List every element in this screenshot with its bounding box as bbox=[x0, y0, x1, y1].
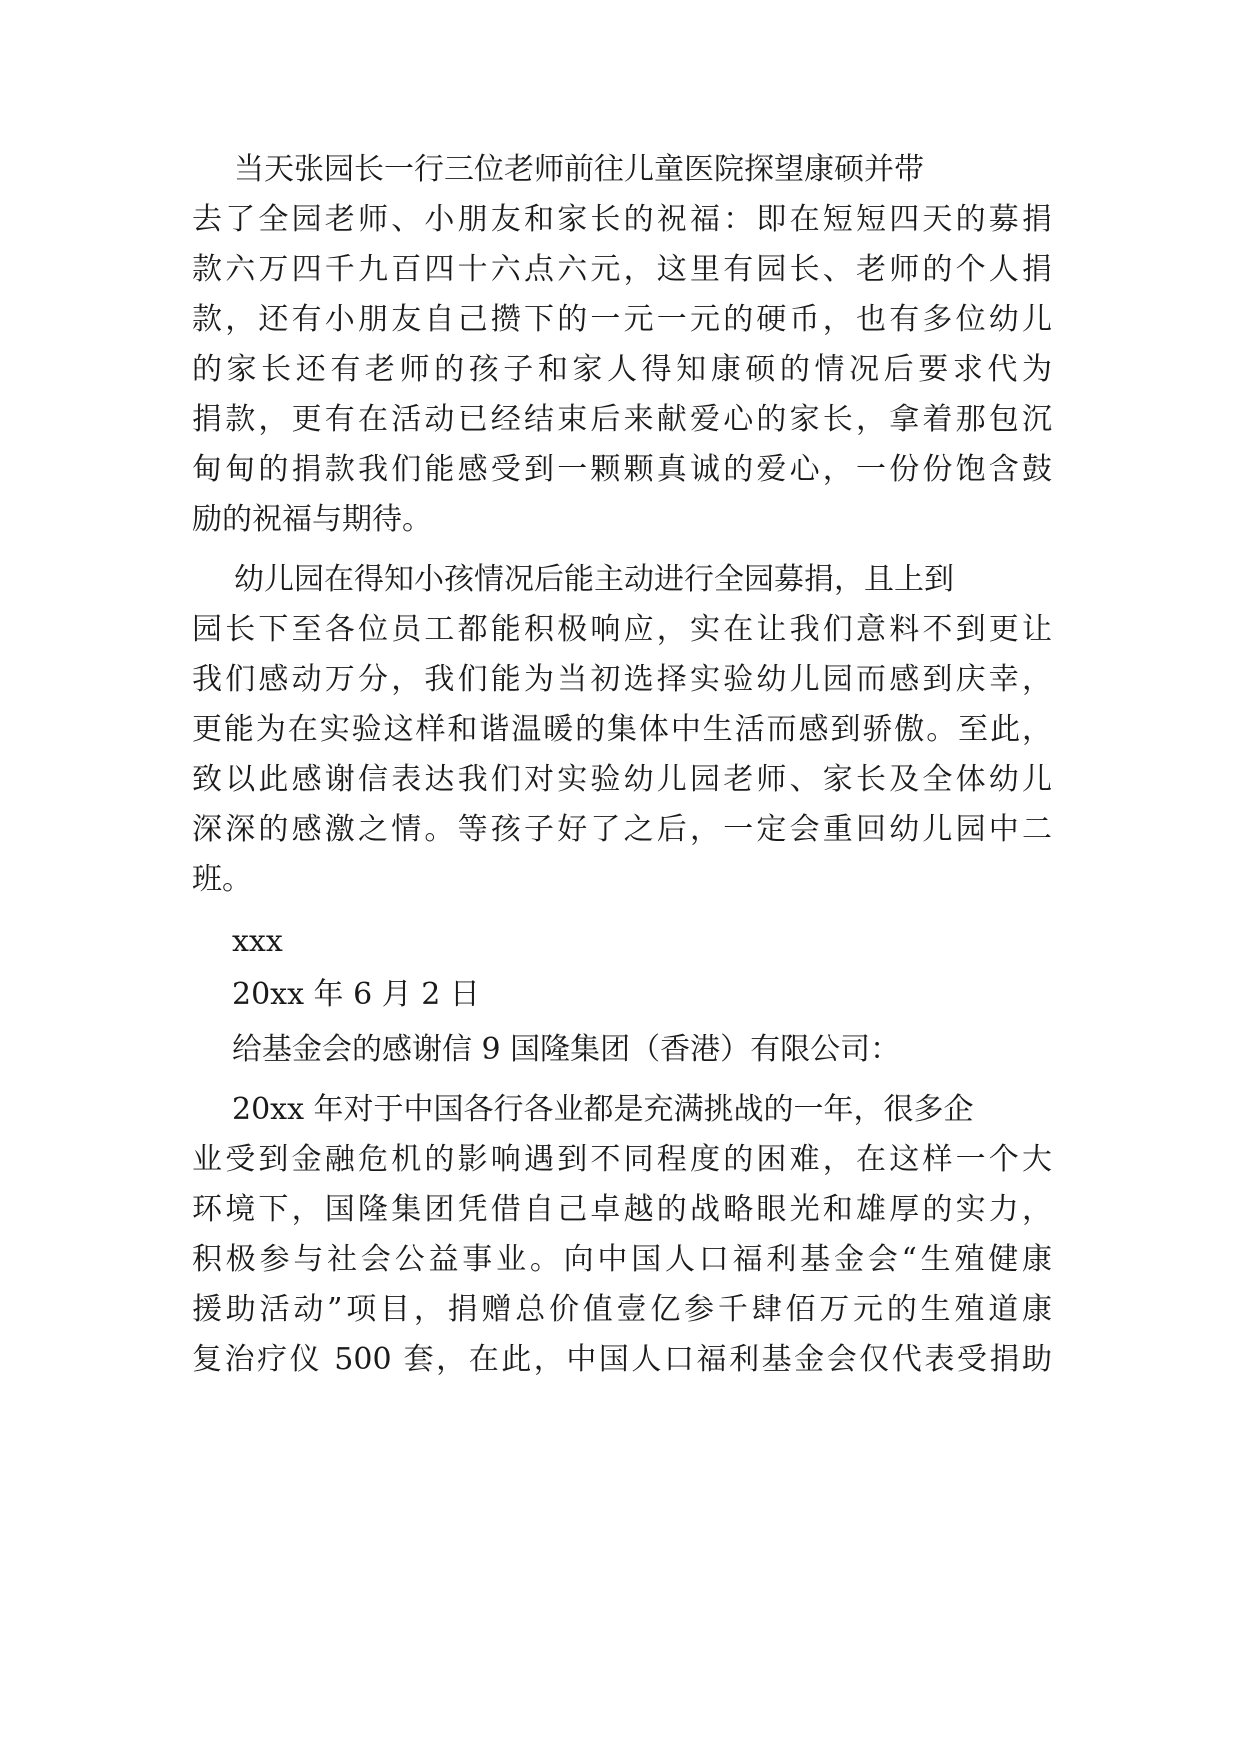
paragraph-2-line-6: 深深的感激之情。等孩子好了之后，一定会重回幼儿园中二 bbox=[192, 812, 1052, 847]
paragraph-1-line-5: 的家长还有老师的孩子和家人得知康硕的情况后要求代为 bbox=[192, 352, 1052, 387]
paragraph-3-line-5: 援助活动”项目，捐赠总价值壹亿参千肆佰万元的生殖道康 bbox=[192, 1292, 1052, 1327]
paragraph-3-line-1: 20xx 年对于中国各行各业都是充满挑战的一年，很多企 bbox=[232, 1092, 974, 1127]
paragraph-2-line-5: 致以此感谢信表达我们对实验幼儿园老师、家长及全体幼儿 bbox=[192, 762, 1052, 797]
letter-2-heading: 给基金会的感谢信 9 国隆集团（香港）有限公司： bbox=[232, 1032, 901, 1067]
paragraph-1-line-6: 捐款，更有在活动已经结束后来献爱心的家长，拿着那包沉 bbox=[192, 402, 1052, 437]
letter-date: 20xx 年 6 月 2 日 bbox=[232, 977, 480, 1012]
paragraph-1-line-8: 励的祝福与期待。 bbox=[192, 502, 432, 537]
paragraph-1-line-7: 甸甸的捐款我们能感受到一颗颗真诚的爱心，一份份饱含鼓 bbox=[192, 452, 1052, 487]
paragraph-3-line-2: 业受到金融危机的影响遇到不同程度的困难，在这样一个大 bbox=[192, 1142, 1052, 1177]
paragraph-2-line-3: 我们感动万分，我们能为当初选择实验幼儿园而感到庆幸， bbox=[192, 662, 1052, 697]
signature: xxx bbox=[232, 924, 283, 959]
paragraph-2-line-2: 园长下至各位员工都能积极响应，实在让我们意料不到更让 bbox=[192, 612, 1052, 647]
paragraph-3-line-6: 复治疗仪 500 套，在此，中国人口福利基金会仅代表受捐助 bbox=[192, 1342, 1052, 1377]
paragraph-1-line-1: 当天张园长一行三位老师前往儿童医院探望康硕并带 bbox=[234, 152, 924, 187]
paragraph-3-line-4: 积极参与社会公益事业。向中国人口福利基金会“生殖健康 bbox=[192, 1242, 1052, 1277]
paragraph-1-line-3: 款六万四千九百四十六点六元，这里有园长、老师的个人捐 bbox=[192, 252, 1052, 287]
paragraph-1-line-4: 款，还有小朋友自己攒下的一元一元的硬币，也有多位幼儿 bbox=[192, 302, 1052, 337]
paragraph-2-line-7: 班。 bbox=[192, 862, 252, 897]
paragraph-2-line-1: 幼儿园在得知小孩情况后能主动进行全园募捐，且上到 bbox=[234, 562, 954, 597]
paragraph-3-line-3: 环境下，国隆集团凭借自己卓越的战略眼光和雄厚的实力， bbox=[192, 1192, 1052, 1227]
paragraph-1-line-2: 去了全园老师、小朋友和家长的祝福：即在短短四天的募捐 bbox=[192, 202, 1052, 237]
paragraph-2-line-4: 更能为在实验这样和谐温暖的集体中生活而感到骄傲。至此， bbox=[192, 712, 1052, 747]
